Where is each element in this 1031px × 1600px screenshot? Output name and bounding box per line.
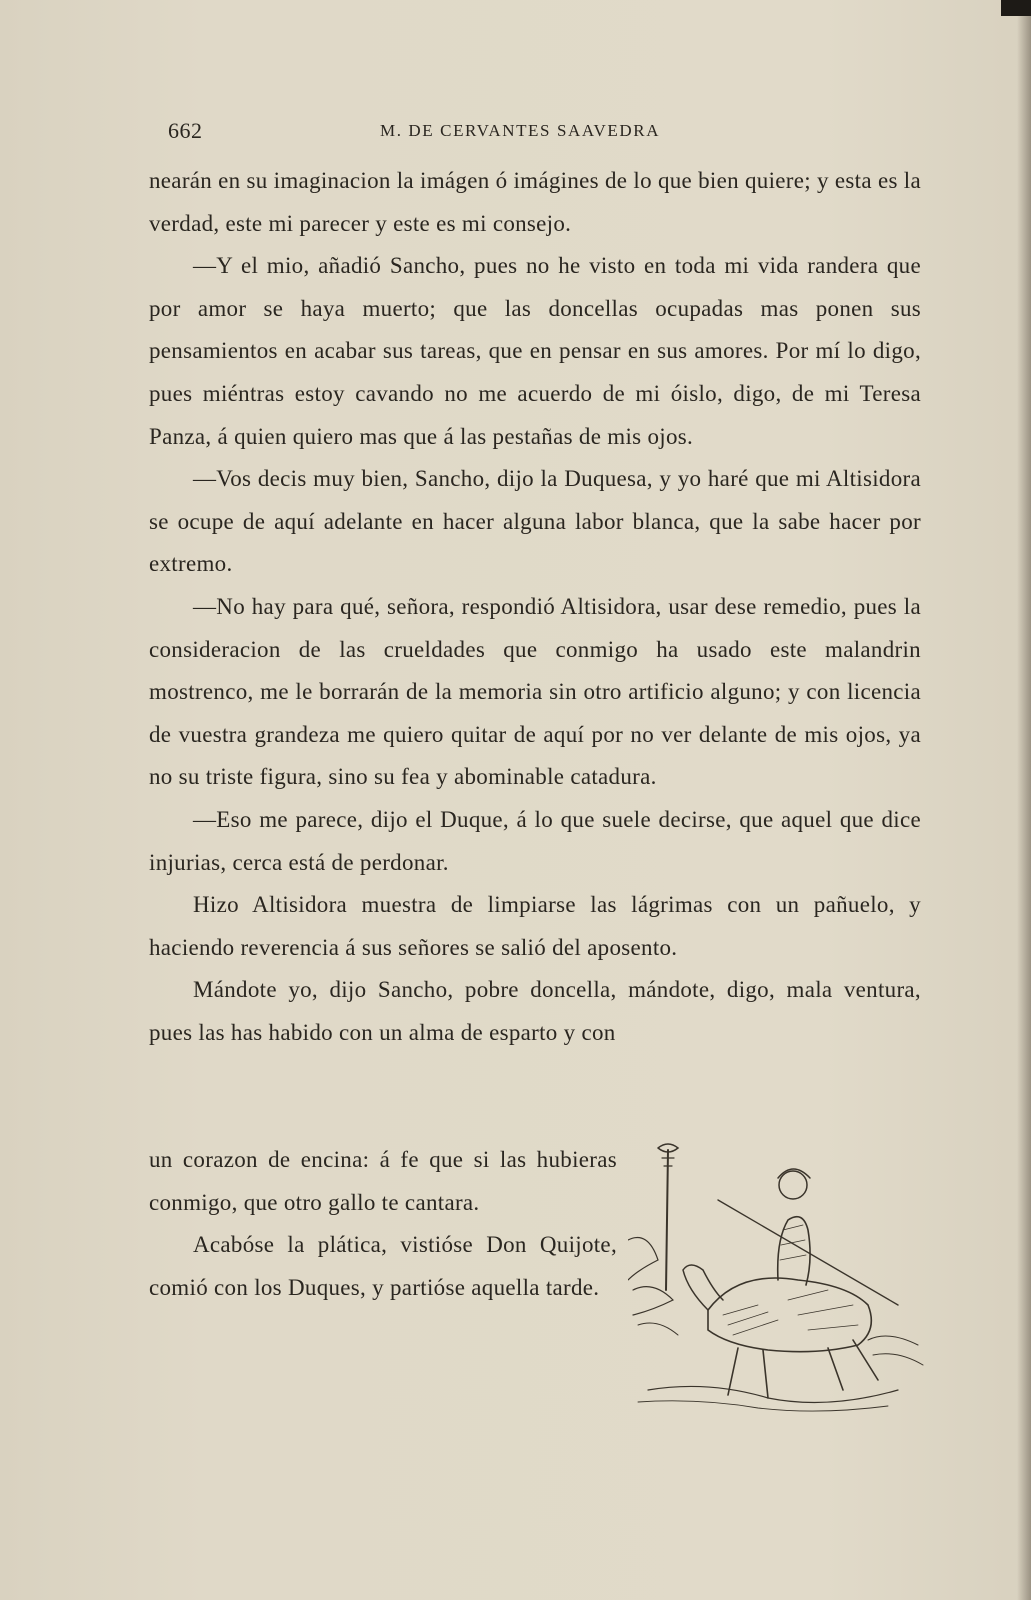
knight-on-horseback-engraving-icon (628, 1140, 928, 1420)
page-edge-shadow (1017, 0, 1031, 1600)
page-header (168, 118, 910, 148)
paragraph: Mándote yo, dijo Sancho, pobre doncella, mándote, digo, mala ventura, pues las has habido con un alma de esparto y con (149, 977, 921, 1045)
paragraph: un corazon de encina: á fe que si las hubieras conmigo, que otro gallo te cantara. (149, 1147, 617, 1215)
paragraph: —Y el mio, añadió Sancho, pues no he visto en toda mi vida randera que por amor se haya muerto; que las doncellas ocupadas mas ponen sus pensamientos en acabar sus tareas, que en pensar en sus amores. Por mí lo digo, pues miéntras estoy cavando no me acuerdo de mi óislo, digo, de mi Teresa Panza, á quien quiero mas que á las pestañas de mis ojos. (149, 253, 921, 449)
paragraph: Acabóse la plática, vistióse Don Quijote, comió con los Duques, y partióse aquella tarde. (149, 1232, 617, 1300)
paragraph: nearán en su imaginacion la imágen ó imágines de lo que bien quiere; y esta es la verdad, este mi parecer y este es mi consejo. (149, 168, 921, 236)
scan-corner (1001, 0, 1031, 16)
page-number: 662 (168, 118, 203, 143)
paragraph: Hizo Altisidora muestra de limpiarse las lágrimas con un pañuelo, y haciendo reverencia á sus señores se salió del aposento. (149, 892, 921, 960)
closing-text (149, 1139, 617, 1309)
paragraph: —No hay para qué, señora, respondió Altisidora, usar dese remedio, pues la consideracion de las crueldades que conmigo ha usado este malandrin mostrenco, me le borrarán de la memoria sin otro artificio alguno; y con licencia de vuestra grandeza me quiero quitar de aquí por no ver delante de mis ojos, ya no su triste figura, sino su fea y abominable catadura. (149, 593, 921, 790)
paragraph: —Vos decis muy bien, Sancho, dijo la Duquesa, y yo haré que mi Altisidora se ocupe de aquí adelante en hacer alguna labor blanca, que la sabe hacer por extremo. (149, 466, 921, 577)
paragraph: —Eso me parece, dijo el Duque, á lo que suele decirse, que aquel que dice injurias, cerca está de perdonar. (149, 806, 921, 875)
main-text (149, 160, 921, 1054)
running-head: M. DE CERVANTES SAAVEDRA (380, 121, 661, 140)
